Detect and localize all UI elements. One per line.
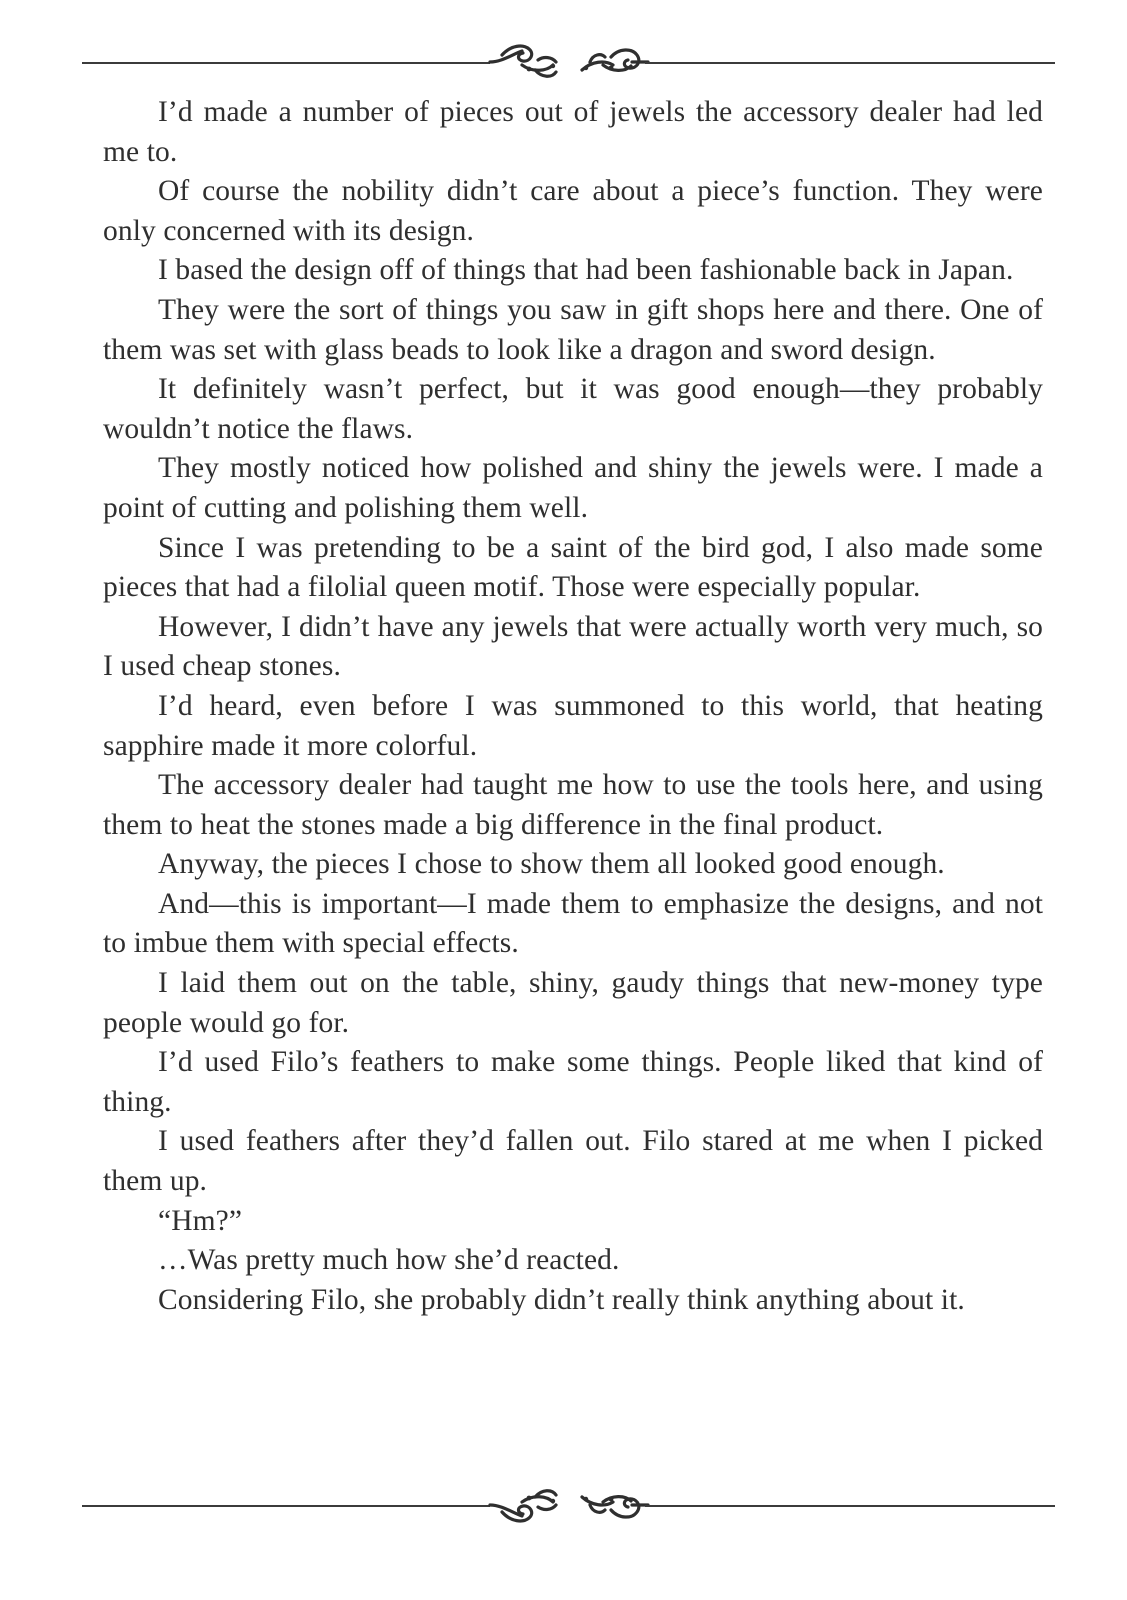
paragraph: They mostly noticed how polished and shiny the jewels were. I made a point of cutting and polishing them well.	[103, 452, 1043, 524]
flourish-icon	[487, 1481, 650, 1529]
ornament-rule-right	[645, 62, 1055, 64]
flourish-icon	[487, 38, 650, 86]
ornament-rule-right	[645, 1505, 1055, 1507]
paragraph: I’d made a number of pieces out of jewels the accessory dealer had led me to.	[103, 96, 1043, 168]
paragraph: However, I didn’t have any jewels that were actually worth very much, so I used cheap stones.	[103, 610, 1043, 683]
paragraph: I’d used Filo’s feathers to make some things. People liked that kind of thing.	[103, 1046, 1043, 1118]
paragraph: I based the design off of things that had been fashionable back in Japan.	[158, 254, 1014, 287]
paragraph: The accessory dealer had taught me how to use the tools here, and using them to heat the stones made a big difference in the final product.	[103, 769, 1043, 841]
paragraph: I’d heard, even before I was summoned to this world, that heating sapphire made it more colorful.	[103, 689, 1043, 762]
paragraph: “Hm?”	[158, 1204, 243, 1237]
paragraph: It definitely wasn’t perfect, but it was good enough—they probably wouldn’t notice the flaws.	[103, 373, 1043, 445]
paragraph: Of course the nobility didn’t care about a piece’s function. They were only concerned with its design.	[103, 175, 1043, 247]
paragraph: Anyway, the pieces I chose to show them all looked good enough.	[158, 848, 945, 881]
paragraph: Since I was pretending to be a saint of the bird god, I also made some pieces that had a filolial queen motif. Those were especially popular.	[103, 531, 1043, 604]
ornament-rule-left	[82, 62, 490, 64]
paragraph: They were the sort of things you saw in gift shops here and there. One of them was set with glass beads to look like a dragon and sword design.	[103, 293, 1043, 366]
paragraph: …Was pretty much how she’d reacted.	[158, 1244, 620, 1277]
paragraph: And—this is important—I made them to emphasize the designs, and not to imbue them with special effects.	[103, 887, 1043, 960]
paragraph: I used feathers after they’d fallen out. Filo stared at me when I picked them up.	[103, 1125, 1043, 1198]
bottom-ornament	[82, 1481, 1055, 1529]
paragraph: Considering Filo, she probably didn’t really think anything about it.	[158, 1283, 965, 1316]
paragraph: I laid them out on the table, shiny, gaudy things that new-money type people would go for.	[103, 967, 1043, 1039]
top-ornament	[82, 38, 1055, 86]
page-body	[103, 93, 1043, 1320]
ornament-rule-left	[82, 1505, 490, 1507]
